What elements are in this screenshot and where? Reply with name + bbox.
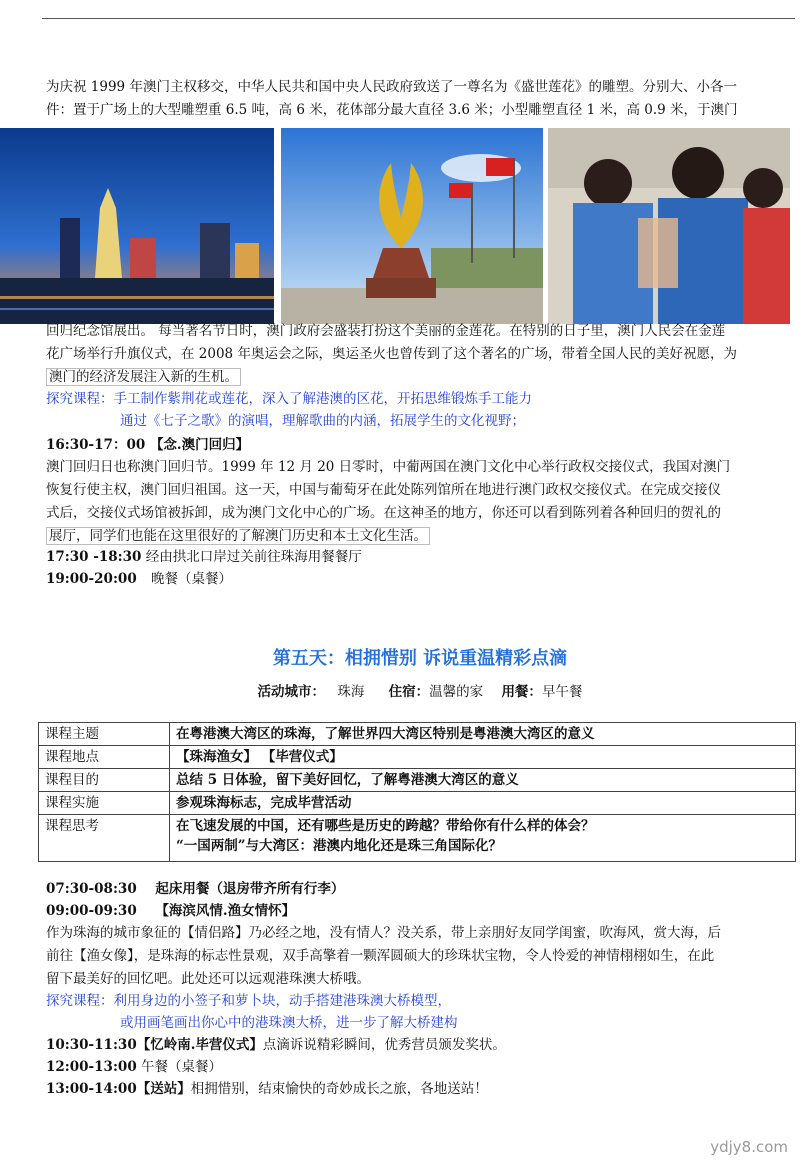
macau-night-photo [0,128,274,324]
table-value: 在飞速发展的中国，还有哪些是历史的跨越？带给你有什么样的体会？ “一国两制”与大湾区：港澳内地化还是珠三角国际化？ [170,815,796,862]
schedule-1900: 19:00-20:00 晚餐（桌餐） [46,571,233,587]
day5-title: 第五天：相拥惜别 诉说重温精彩点滴 [272,648,568,669]
table-key: 课程思考 [39,815,170,862]
day5-info: 活动城市： 珠海 住宿：温馨的家 用餐：早午餐 [257,684,583,700]
table-row [39,792,796,815]
table-value: 【珠海渔女】 【毕营仪式】 [170,746,796,769]
table-key: 课程主题 [39,723,170,746]
schedule-1630: 16:30-17：00 【念.澳门回归】 [46,437,250,453]
course-table [38,722,796,862]
explore-course-2: 探究课程：利用身边的小签子和萝卜块，动手搭建港珠澳大桥模型， 或用画笔画出你心中的港珠澳大桥，进一步了解大桥建构 [46,993,458,1031]
intro-paragraph: 为庆祝 1999 年澳门主权移交，中华人民共和国中央人民政府致送了一尊名为《盛世莲花》的雕塑。分别大、小各一 件：置于广场上的大型雕塑重 6.5 吨，高 6 米，花体部分最大直径 3.6 米；小型雕塑直径 1 米，高 0.9 米，于澳门 [46,79,738,118]
table-key: 课程目的 [39,769,170,792]
table-row [39,769,796,792]
macau-return-paragraph: 澳门回归日也称澳门回归节。1999 年 12 月 20 日零时，中葡两国在澳门文化中心举行政权交接仪式，我国对澳门 恢复行使主权，澳门回归祖国。这一天，中国与葡萄牙在此处陈列馆所在地进行澳门政权交接仪式。在完成交接仪 式后，交接仪式场馆被拆卸，成为澳门文化中心的广场。在这神圣的地方，你还可以看到陈列着各种回归的贺礼的 展厅，同学们也能在这里很好的了解澳门历史和本土文化生活。 [46,459,731,544]
schedule-1730: 17:30 -18:30 经由拱北口岸过关前往珠海用餐餐厅 [46,549,362,565]
table-value: 参观珠海标志，完成毕营活动 [170,792,796,815]
golden-lotus-statue-photo [281,128,543,324]
explore-course-1: 探究课程：手工制作紫荆花或莲花，深入了解港澳的区花，开拓思维锻炼手工能力 通过《七子之歌》的演唱，理解歌曲的内涵，拓展学生的文化视野； [46,391,532,429]
schedule-1030: 10:30-11:30【忆岭南.毕营仪式】点滴诉说精彩瞬间，优秀营员颁发奖状。 [46,1037,506,1053]
header-rule [42,18,795,19]
table-value: 总结 5 日体验，留下美好回忆，了解粤港澳大湾区的意义 [170,769,796,792]
schedule-0730: 07:30-08:30 起床用餐（退房带齐所有行李） [46,881,345,897]
table-key: 课程实施 [39,792,170,815]
table-row [39,815,796,862]
table-row [39,723,796,746]
table-row [39,746,796,769]
fisher-girl-paragraph: 作为珠海的城市象征的【情侣路】乃必经之地，没有情人？没关系，带上亲朋好友同学闺蜜，吹海风，赏大海，后 前往【渔女像】，是珠海的标志性景观，双手高擎着一颗浑圆硕大的珍珠状宝物，令人怜爱的神情栩栩如生，在此 留下最美好的回忆吧。此处还可以远观港珠澳大桥哦。 [46,925,721,987]
schedule-1300: 13:00-14:00【送站】相拥惜别，结束愉快的奇妙成长之旅，各地送站！ [46,1081,488,1097]
golden-lotus-paragraph: 回归纪念馆展出。 每当著名节日时，澳门政府会盛装打扮这个美丽的金莲花。在特别的日子里，澳门人民会在金莲 花广场举行升旗仪式，在 2008 年奥运会之际，奥运圣火也曾传到了这个著名的广场，带着全国人民的美好祝愿，为 澳门的经济发展注入新的生机。 [46,323,737,385]
table-key: 课程地点 [39,746,170,769]
schedule-0900: 09:00-09:30 【海滨风情.渔女情怀】 [46,903,296,919]
site-watermark: ydjy8.com [710,1138,788,1156]
schedule-1200: 12:00-13:00 午餐（桌餐） [46,1059,223,1075]
table-value: 在粤港澳大湾区的珠海，了解世界四大湾区特别是粤港澳大湾区的意义 [170,723,796,746]
students-hugging-photo [548,128,790,324]
